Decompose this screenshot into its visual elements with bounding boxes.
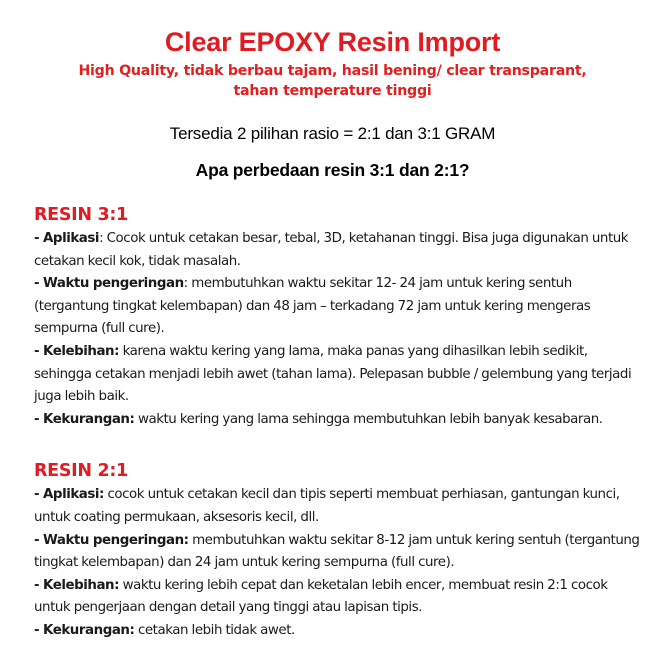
spec-text-waktu-pengeringan-2-1: membutuhkan waktu sekitar 8-12 jam untuk kering sentuh (tergantung tingkat kelembapan) dan 24 jam untuk kering sempurna (full cure). <box>34 532 640 571</box>
spec-text-kekurangan-2-1: cetakan lebih tidak awet. <box>137 622 295 638</box>
spec-item-kelebihan-2-1 <box>34 575 647 620</box>
spec-item-kekurangan-2-1 <box>34 620 647 643</box>
spec-separator: : <box>99 231 107 246</box>
spec-item-kekurangan-3-1 <box>34 409 647 432</box>
spec-separator: : <box>183 276 192 292</box>
spec-label-kelebihan-3-1: - Kelebihan: <box>34 343 120 359</box>
spec-text-kelebihan-2-1: waktu kering lebih cepat dan keketalan lebih encer, membuat resin 2:1 cocok untuk pengerjaan dengan detail yang tinggi atau lapisan tipis. <box>34 577 608 616</box>
spec-item-kelebihan-3-1 <box>34 341 647 409</box>
section-heading-resin-2-1: RESIN 2:1 <box>34 461 128 482</box>
spec-label-aplikasi-3-1: - Aplikasi <box>34 231 100 246</box>
spec-label-kekurangan-2-1: - Kekurangan: <box>34 622 135 638</box>
spec-text-waktu-pengeringan-3-1: membutuhkan waktu sekitar 12- 24 jam untuk kering sentuh (tergantung tingkat kelembapan) dan 48 jam – terkadang 72 jam untuk kering mengeras sempurna (full cure). <box>34 276 591 337</box>
subtitle-line-1: High Quality, tidak berbau tajam, hasil bening/ clear transparant, <box>78 63 587 79</box>
page-title: Clear EPOXY Resin Import <box>164 27 501 57</box>
section-resin-3-1 <box>34 203 647 431</box>
spec-text-kelebihan-3-1: karena waktu kering yang lama, maka panas yang dihasilkan lebih sedikit, sehingga cetakan menjadi lebih awet (tahan lama). Pelepasan bubble / gelembung yang terjadi juga lebih baik. <box>34 343 632 405</box>
spec-text-kekurangan-3-1: waktu kering yang lama sehingga membutuhkan lebih banyak kesabaran. <box>137 411 603 427</box>
subtitle-block <box>0 61 665 101</box>
comparison-question-heading: Apa perbedaan resin 3:1 dan 2:1? <box>195 160 470 180</box>
spec-label-aplikasi-2-1: - Aplikasi: <box>34 487 104 503</box>
spec-item-aplikasi-3-1 <box>34 228 647 273</box>
spec-label-kekurangan-3-1: - Kekurangan: <box>34 411 135 427</box>
subtitle-line-2: tahan temperature tinggi <box>233 83 432 99</box>
spec-text-aplikasi-3-1: Cocok untuk cetakan besar, tebal, 3D, ketahanan tinggi. Bisa juga digunakan untuk cetakan kecil kok, tidak masalah. <box>34 231 629 269</box>
spec-text-aplikasi-2-1: cocok untuk cetakan kecil dan tipis seperti membuat perhiasan, gantungan kunci, untuk coating permukaan, aksesoris kecil, dll. <box>34 487 620 525</box>
spec-label-waktu-pengeringan-3-1: - Waktu pengeringan <box>34 276 184 292</box>
sections-container <box>0 203 665 643</box>
spec-item-waktu-pengeringan-3-1 <box>34 273 647 341</box>
spec-item-aplikasi-2-1 <box>34 484 647 529</box>
spec-label-kelebihan-2-1: - Kelebihan: <box>34 577 120 593</box>
ratio-availability-line: Tersedia 2 pilihan rasio = 2:1 dan 3:1 GRAM <box>169 124 496 143</box>
section-resin-2-1 <box>34 459 647 642</box>
spec-label-waktu-pengeringan-2-1: - Waktu pengeringan: <box>34 532 189 548</box>
section-heading-resin-3-1: RESIN 3:1 <box>34 205 128 225</box>
spec-item-waktu-pengeringan-2-1 <box>34 530 647 575</box>
header-block <box>0 0 665 181</box>
